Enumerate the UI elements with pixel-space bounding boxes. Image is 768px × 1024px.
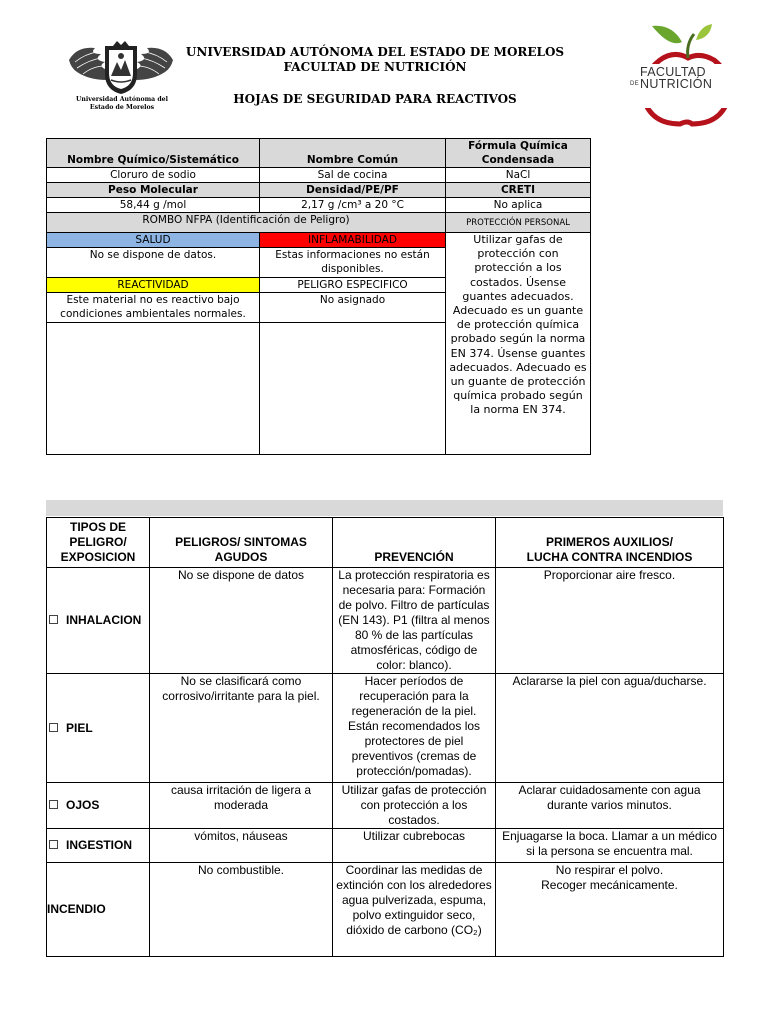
header-nombre-quimico: Nombre Químico/Sistemático (47, 139, 260, 168)
column-header-prevencion: PREVENCIÓN (333, 518, 496, 568)
checkbox-icon (49, 800, 58, 809)
hazards-table (46, 517, 724, 957)
header-peso-molecular: Peso Molecular (47, 183, 260, 198)
sintomas-cell: No se clasificará como corrosivo/irritante para la piel. (150, 674, 333, 783)
header-formula: Fórmula Química Condensada (446, 139, 591, 168)
table-row (47, 863, 724, 957)
faculty-logo-word2: NUTRICIÓN (640, 77, 713, 91)
table-row (47, 783, 724, 829)
row-type-cell (47, 783, 150, 829)
value-peso-molecular: 58,44 g /mol (47, 198, 260, 213)
document-title: HOJAS DE SEGURIDAD PARA REACTIVOS (233, 92, 517, 106)
value-nombre-comun: Sal de cocina (260, 168, 446, 183)
reactividad-label: REACTIVIDAD (47, 278, 260, 293)
university-logo-caption-line2: Estado de Morelos (89, 104, 155, 111)
header-nombre-comun: Nombre Común (260, 139, 446, 168)
sintomas-cell: vómitos, náuseas (150, 829, 333, 863)
checkbox-icon (49, 723, 58, 732)
value-formula: NaCl (446, 168, 591, 183)
checkbox-icon (49, 615, 58, 624)
sintomas-cell: No combustible. (150, 863, 333, 957)
faculty-title: FACULTAD DE NUTRICIÓN (283, 60, 467, 74)
proteccion-personal-title: PROTECCIÓN PERSONAL (446, 213, 591, 233)
peligro-especifico-label: PELIGRO ESPECIFICO (260, 278, 446, 293)
column-header-tipos: TIPOS DE PELIGRO/ EXPOSICION (47, 518, 150, 568)
salud-label: SALUD (47, 233, 260, 248)
sintomas-cell: causa irritación de ligera a moderada (150, 783, 333, 829)
column-header-primeros-auxilios-line1: PRIMEROS AUXILIOS/ (546, 535, 673, 549)
salud-value: No se dispone de datos. (47, 248, 260, 278)
peligro-especifico-value: No asignado (260, 293, 446, 323)
faculty-logo (630, 20, 740, 130)
auxilios-cell (496, 863, 724, 957)
identification-table (46, 138, 591, 455)
row-type-cell (47, 829, 150, 863)
faculty-logo-word1: FACULTAD (640, 65, 706, 79)
value-densidad: 2,17 g /cm³ a 20 °C (260, 198, 446, 213)
inflamabilidad-label: INFLAMABILIDAD (260, 233, 446, 248)
university-title: UNIVERSIDAD AUTÓNOMA DEL ESTADO DE MORELOS (185, 45, 565, 59)
checkbox-icon (49, 840, 58, 849)
auxilios-cell: Aclararse la piel con agua/ducharse. (496, 674, 724, 783)
prevencion-cell: La protección respiratoria es necesaria para: Formación de polvo. Filtro de partículas (EN 143). P1 (filtra al menos 80 % de las partículas atmosféricas, código de color: blanco). (333, 568, 496, 674)
row-type-cell (47, 568, 150, 674)
table-row (47, 829, 724, 863)
prevencion-cell: Hacer períodos de recuperación para la regeneración de la piel. Están recomendados los protectores de piel preventivos (cremas de protección/pomadas). (333, 674, 496, 783)
auxilios-line1: No respirar el polvo. (555, 863, 664, 877)
university-logo-caption-line1: Universidad Autónoma del (76, 96, 168, 103)
row-type-label: OJOS (66, 798, 100, 812)
value-nombre-quimico: Cloruro de sodio (47, 168, 260, 183)
column-header-peligros: PELIGROS/ SINTOMAS AGUDOS (150, 518, 333, 568)
empty-cell (260, 323, 446, 455)
reactividad-value: Este material no es reactivo bajo condiciones ambientales normales. (47, 293, 260, 323)
auxilios-line2: Recoger mecánicamente. (541, 878, 678, 892)
row-type-cell (47, 674, 150, 783)
row-type-label: INGESTION (66, 838, 133, 852)
university-logo-caption (60, 96, 184, 112)
faculty-logo-small: DE (630, 81, 639, 87)
inflamabilidad-value: Estas informaciones no están disponibles. (260, 248, 446, 278)
row-type-label: INCENDIO (47, 863, 150, 957)
header-creti: CRETI (446, 183, 591, 198)
auxilios-cell: Aclarar cuidadosamente con agua durante varios minutos. (496, 783, 724, 829)
table-row (47, 674, 724, 783)
empty-cell (47, 323, 260, 455)
value-creti: No aplica (446, 198, 591, 213)
column-header-primeros-auxilios (496, 518, 724, 568)
prevencion-cell: Utilizar gafas de protección con protección a los costados. (333, 783, 496, 829)
university-crest-icon (67, 40, 175, 96)
prevencion-cell: Coordinar las medidas de extinción con los alrededores agua pulverizada, espuma, polvo extinguidor seco, dióxido de carbono (CO₂) (333, 863, 496, 957)
auxilios-cell: Enjuagarse la boca. Llamar a un médico si la persona se encuentra mal. (496, 829, 724, 863)
header-densidad: Densidad/PE/PF (260, 183, 446, 198)
row-type-label: INHALACION (66, 613, 142, 627)
section-divider-band (46, 500, 723, 516)
row-type-label: PIEL (66, 720, 93, 735)
column-header-primeros-auxilios-line2: LUCHA CONTRA INCENDIOS (526, 550, 693, 564)
proteccion-personal-value: Utilizar gafas de protección con protección a los costados. Úsense guantes adecuados. Adecuado es un guante de protección química probado según la norma EN 374. Úsense guantes adecuados. Adecuado es un guante de protección química probado según la norma EN 374. (446, 233, 591, 455)
sintomas-cell: No se dispone de datos (150, 568, 333, 674)
table-row (47, 568, 724, 674)
prevencion-cell: Utilizar cubrebocas (333, 829, 496, 863)
auxilios-cell: Proporcionar aire fresco. (496, 568, 724, 674)
rombo-nfpa-title: ROMBO NFPA (Identificación de Peligro) (47, 213, 446, 233)
